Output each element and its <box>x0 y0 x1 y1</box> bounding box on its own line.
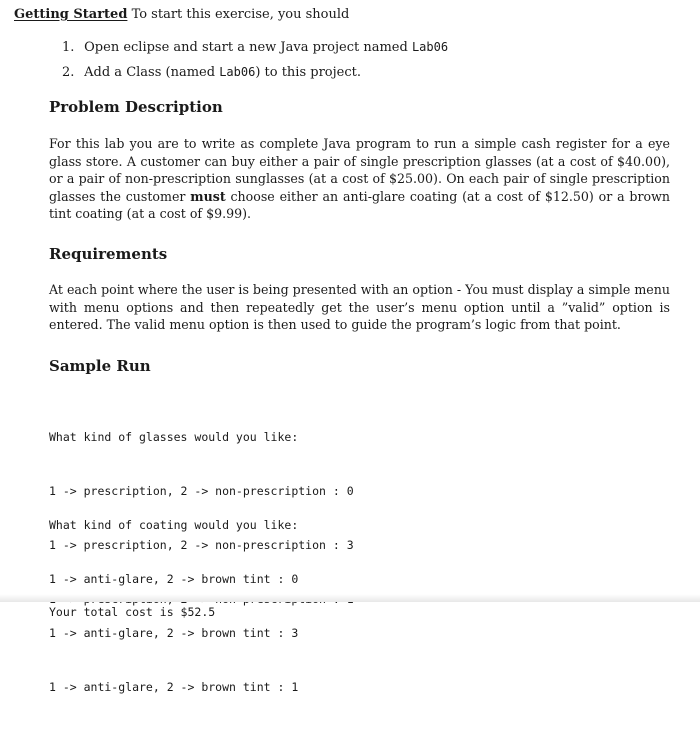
step-number: 1. <box>62 40 75 55</box>
code-line: 1 -> anti-glare, 2 -> brown tint : 3 <box>49 626 299 640</box>
intro-title: Getting Started <box>14 7 128 22</box>
requirements-paragraph: At each point where the user is being presented with an option - You must display a simple menu with menu options and then repeatedly get the user’s menu option until a ”valid” option is entered. The valid menu option is then used to guide the program’s logic from that point. <box>49 282 670 332</box>
step-item <box>62 35 448 60</box>
intro-line <box>14 6 349 24</box>
step-text-after: ) to this project. <box>255 65 361 80</box>
step-text: Open eclipse and start a new Java project named <box>84 40 412 55</box>
code-line: What kind of coating would you like: <box>49 518 299 532</box>
problem-text-1: For this lab you are to write as complete Java program to run a simple cash register for a eye glass store. A customer can buy either a pair of single prescription glasses (at a cost of $40.00), or a pair of non-prescription sunglasses (at a cost of $25.00). On each pair of single prescription glasses the customer <box>49 136 670 204</box>
code-line: 1 -> prescription, 2 -> non-prescription : 3 <box>49 538 354 552</box>
step-text: Add a Class (named <box>84 65 220 80</box>
code-line: What kind of glasses would you like: <box>49 430 299 444</box>
code-line: 1 -> anti-glare, 2 -> brown tint : 0 <box>49 572 299 586</box>
step-code: Lab06 <box>219 65 256 79</box>
step-item <box>62 60 448 85</box>
intro-text: To start this exercise, you should <box>131 7 350 22</box>
code-line: 1 -> anti-glare, 2 -> brown tint : 1 <box>49 680 299 694</box>
step-code: Lab06 <box>411 40 449 54</box>
sample-total-block <box>49 567 215 657</box>
total-cost-line: Your total cost is $52.5 <box>49 605 216 619</box>
problem-text-2: choose either an anti-glare coating (at a cost of $12.50) or a brown tint coating (at a cost of $9.99). <box>49 188 670 221</box>
sample-run-heading: Sample Run <box>49 357 151 375</box>
problem-paragraph <box>49 135 670 223</box>
problem-heading: Problem Description <box>49 98 223 116</box>
steps-list <box>62 35 448 85</box>
bottom-shadow <box>0 594 700 602</box>
code-line: 1 -> prescription, 2 -> non-prescription : 0 <box>49 484 354 498</box>
step-number: 2. <box>62 65 75 80</box>
problem-text-bold: must <box>190 188 226 204</box>
requirements-heading: Requirements <box>49 245 168 263</box>
